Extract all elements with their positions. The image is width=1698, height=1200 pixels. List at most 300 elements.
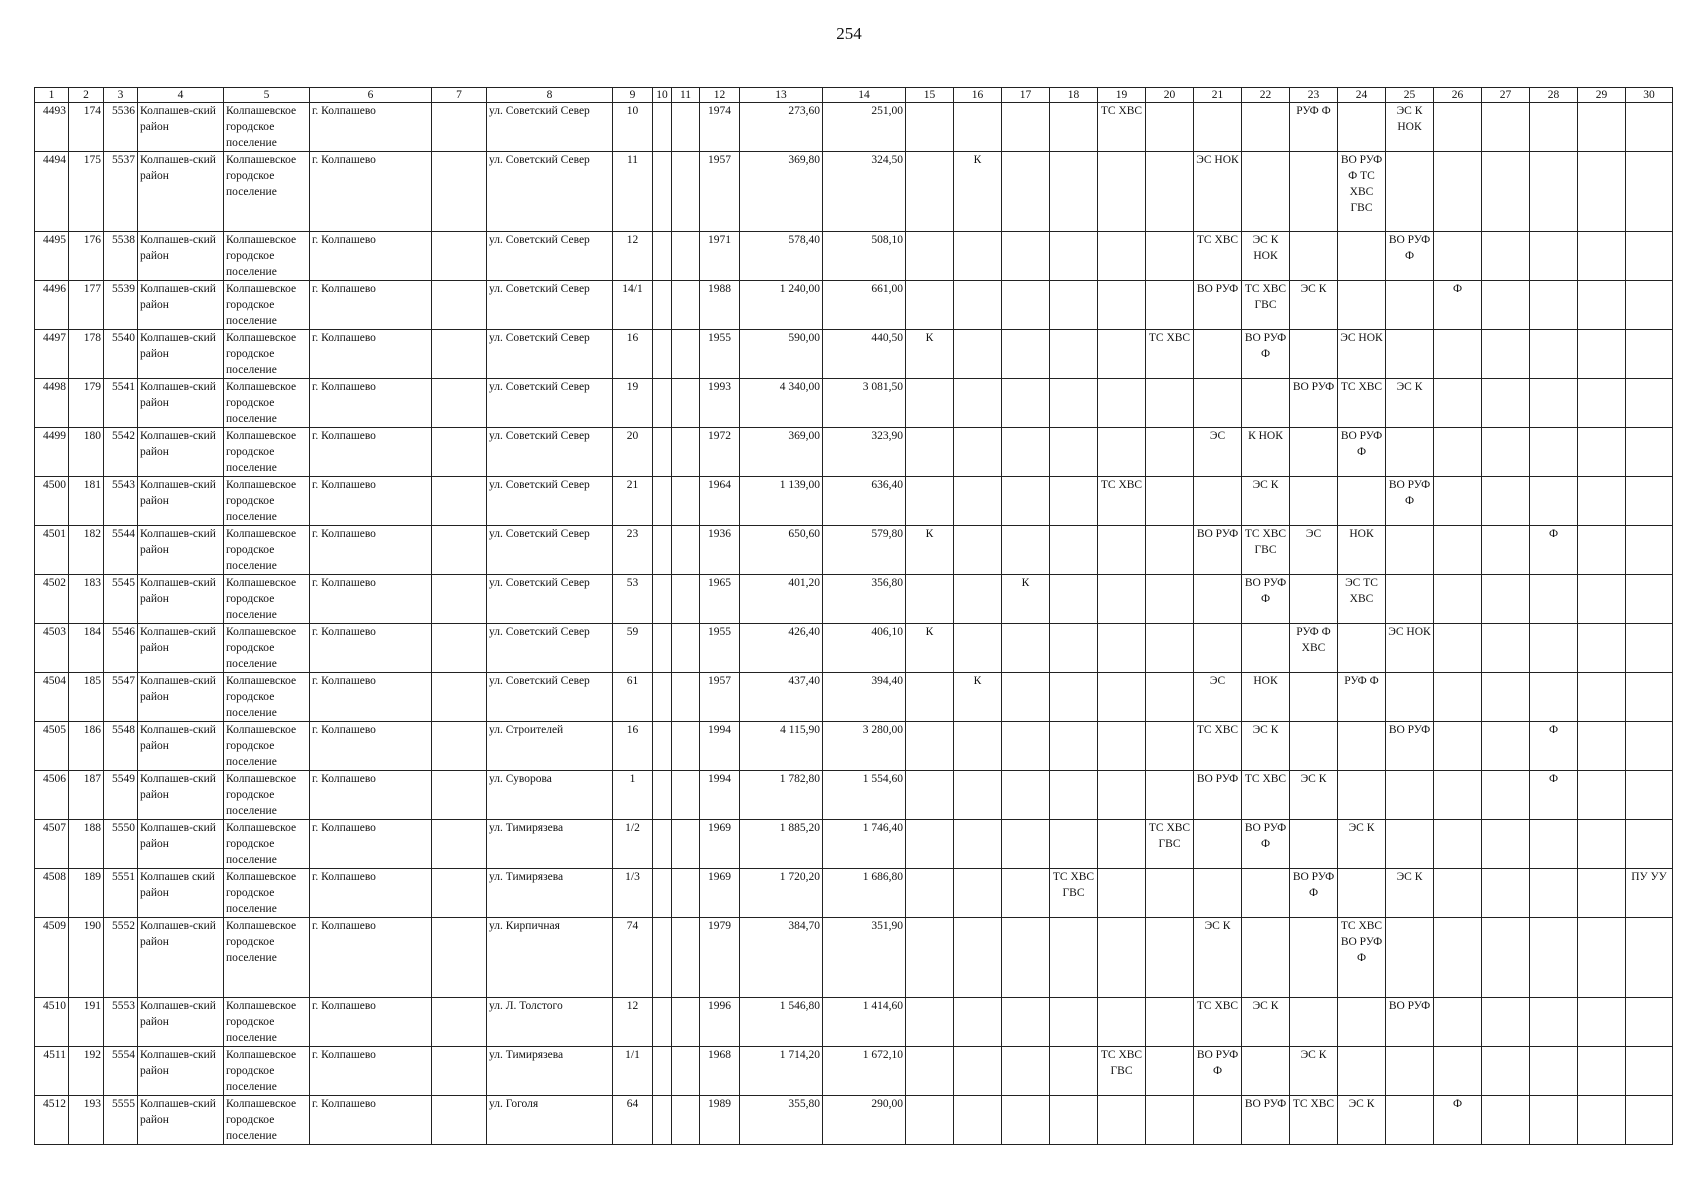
work-type-cell-17 [1002, 232, 1050, 281]
house-number: 23 [613, 526, 653, 575]
city-name: г. Колпашево [310, 1047, 432, 1096]
work-type-cell-15 [906, 281, 954, 330]
district-name: Колпашев-ский район [138, 673, 224, 722]
work-type-cell-21: ЭС [1194, 428, 1242, 477]
work-type-cell-19: ТС ХВС ГВС [1098, 1047, 1146, 1096]
work-type-cell-16 [954, 998, 1002, 1047]
work-type-cell-26 [1434, 1047, 1482, 1096]
city-name: г. Колпашево [310, 771, 432, 820]
work-type-cell-17 [1002, 869, 1050, 918]
sequence-number: 179 [69, 379, 104, 428]
work-type-cell-27 [1482, 722, 1530, 771]
work-type-cell-20 [1146, 998, 1194, 1047]
sequence-number: 181 [69, 477, 104, 526]
record-number: 4496 [35, 281, 69, 330]
work-type-cell-19 [1098, 998, 1146, 1047]
table-row [35, 103, 1673, 152]
street-name: ул. Тимирязева [487, 1047, 613, 1096]
sequence-number: 178 [69, 330, 104, 379]
settlement-name: Колпашевское городское поселение [224, 330, 310, 379]
work-type-cell-20: ТС ХВС [1146, 330, 1194, 379]
work-type-cell-23: ЭС К [1290, 771, 1338, 820]
work-type-cell-25 [1386, 330, 1434, 379]
district-name: Колпашев-ский район [138, 103, 224, 152]
city-name: г. Колпашево [310, 722, 432, 771]
column-11-value [672, 428, 700, 477]
work-type-cell-30: ПУ УУ [1626, 869, 1673, 918]
record-number: 4501 [35, 526, 69, 575]
table-row [35, 1047, 1673, 1096]
work-type-cell-17: К [1002, 575, 1050, 624]
work-type-cell-17 [1002, 152, 1050, 232]
work-type-cell-28 [1530, 281, 1578, 330]
work-type-cell-18 [1050, 1047, 1098, 1096]
record-number: 4493 [35, 103, 69, 152]
work-type-cell-24 [1338, 281, 1386, 330]
work-type-cell-22: ТС ХВС [1242, 771, 1290, 820]
settlement-name: Колпашевское городское поселение [224, 1096, 310, 1145]
work-type-cell-30 [1626, 624, 1673, 673]
table-row [35, 428, 1673, 477]
settlement-name: Колпашевское городское поселение [224, 673, 310, 722]
work-type-cell-23 [1290, 673, 1338, 722]
column-11-value [672, 330, 700, 379]
column-header-17: 17 [1002, 88, 1050, 103]
table-row [35, 722, 1673, 771]
work-type-cell-15 [906, 673, 954, 722]
house-number: 1/3 [613, 869, 653, 918]
work-type-cell-17 [1002, 1096, 1050, 1145]
district-name: Колпашев-ский район [138, 152, 224, 232]
settlement-name: Колпашевское городское поселение [224, 152, 310, 232]
work-type-cell-19 [1098, 232, 1146, 281]
work-type-cell-29 [1578, 477, 1626, 526]
column-7-value [432, 152, 487, 232]
work-type-cell-24: ВО РУФ Ф ТС ХВС ГВС [1338, 152, 1386, 232]
work-type-cell-23 [1290, 428, 1338, 477]
work-type-cell-26 [1434, 379, 1482, 428]
table-row [35, 281, 1673, 330]
column-7-value [432, 103, 487, 152]
column-11-value [672, 673, 700, 722]
column-7-value [432, 428, 487, 477]
work-type-cell-29 [1578, 673, 1626, 722]
street-name: ул. Советский Север [487, 232, 613, 281]
work-type-cell-28 [1530, 379, 1578, 428]
house-number: 16 [613, 330, 653, 379]
work-type-cell-27 [1482, 103, 1530, 152]
work-type-cell-15 [906, 152, 954, 232]
work-type-cell-30 [1626, 103, 1673, 152]
column-7-value [432, 575, 487, 624]
street-name: ул. Советский Север [487, 103, 613, 152]
work-type-cell-23: ЭС К [1290, 281, 1338, 330]
work-type-cell-24 [1338, 869, 1386, 918]
construction-year: 1994 [700, 722, 740, 771]
street-name: ул. Советский Север [487, 624, 613, 673]
work-type-cell-27 [1482, 624, 1530, 673]
settlement-name: Колпашевское городское поселение [224, 624, 310, 673]
work-type-cell-20 [1146, 624, 1194, 673]
work-type-cell-21 [1194, 103, 1242, 152]
column-7-value [432, 477, 487, 526]
work-type-cell-15: К [906, 526, 954, 575]
work-type-cell-29 [1578, 330, 1626, 379]
column-7-value [432, 624, 487, 673]
work-type-cell-19 [1098, 526, 1146, 575]
work-type-cell-27 [1482, 152, 1530, 232]
work-type-cell-23: ЭС [1290, 526, 1338, 575]
work-type-cell-20 [1146, 673, 1194, 722]
construction-year: 1936 [700, 526, 740, 575]
sequence-number: 188 [69, 820, 104, 869]
construction-year: 1996 [700, 998, 740, 1047]
work-type-cell-18 [1050, 918, 1098, 998]
total-area: 273,60 [740, 103, 823, 152]
work-type-cell-23: ТС ХВС [1290, 1096, 1338, 1145]
city-name: г. Колпашево [310, 232, 432, 281]
work-type-cell-15 [906, 428, 954, 477]
work-type-cell-30 [1626, 820, 1673, 869]
living-area: 351,90 [823, 918, 906, 998]
total-area: 578,40 [740, 232, 823, 281]
district-name: Колпашев-ский район [138, 232, 224, 281]
settlement-name: Колпашевское городское поселение [224, 998, 310, 1047]
settlement-name: Колпашевское городское поселение [224, 575, 310, 624]
work-type-cell-19 [1098, 673, 1146, 722]
living-area: 3 081,50 [823, 379, 906, 428]
work-type-cell-19: ТС ХВС [1098, 477, 1146, 526]
work-type-cell-19 [1098, 869, 1146, 918]
living-area: 3 280,00 [823, 722, 906, 771]
city-name: г. Колпашево [310, 869, 432, 918]
living-area: 636,40 [823, 477, 906, 526]
work-type-cell-28 [1530, 1096, 1578, 1145]
total-area: 1 720,20 [740, 869, 823, 918]
record-number: 4506 [35, 771, 69, 820]
work-type-cell-19 [1098, 918, 1146, 998]
work-type-cell-23: РУФ Ф ХВС [1290, 624, 1338, 673]
column-header-6: 6 [310, 88, 432, 103]
living-area: 356,80 [823, 575, 906, 624]
registry-id: 5545 [104, 575, 138, 624]
work-type-cell-23 [1290, 820, 1338, 869]
street-name: ул. Советский Север [487, 330, 613, 379]
column-11-value [672, 477, 700, 526]
construction-year: 1969 [700, 869, 740, 918]
record-number: 4500 [35, 477, 69, 526]
street-name: ул. Тимирязева [487, 820, 613, 869]
column-header-14: 14 [823, 88, 906, 103]
living-area: 1 686,80 [823, 869, 906, 918]
work-type-cell-16 [954, 918, 1002, 998]
column-10-value [653, 152, 672, 232]
total-area: 1 139,00 [740, 477, 823, 526]
work-type-cell-15 [906, 575, 954, 624]
work-type-cell-29 [1578, 869, 1626, 918]
column-header-27: 27 [1482, 88, 1530, 103]
work-type-cell-21: ВО РУФ Ф [1194, 1047, 1242, 1096]
table-row [35, 918, 1673, 998]
work-type-cell-20 [1146, 281, 1194, 330]
column-header-13: 13 [740, 88, 823, 103]
column-10-value [653, 722, 672, 771]
sequence-number: 189 [69, 869, 104, 918]
column-10-value [653, 281, 672, 330]
record-number: 4504 [35, 673, 69, 722]
work-type-cell-23: ВО РУФ Ф [1290, 869, 1338, 918]
total-area: 1 885,20 [740, 820, 823, 869]
work-type-cell-26 [1434, 869, 1482, 918]
work-type-cell-16 [954, 771, 1002, 820]
district-name: Колпашев-ский район [138, 1047, 224, 1096]
living-area: 394,40 [823, 673, 906, 722]
work-type-cell-25 [1386, 152, 1434, 232]
work-type-cell-23 [1290, 330, 1338, 379]
city-name: г. Колпашево [310, 152, 432, 232]
district-name: Колпашев-ский район [138, 379, 224, 428]
work-type-cell-29 [1578, 1096, 1626, 1145]
district-name: Колпашев ский район [138, 869, 224, 918]
work-type-cell-16 [954, 428, 1002, 477]
sequence-number: 174 [69, 103, 104, 152]
registry-id: 5546 [104, 624, 138, 673]
work-type-cell-21 [1194, 575, 1242, 624]
house-number: 1 [613, 771, 653, 820]
table-row [35, 771, 1673, 820]
table-row [35, 152, 1673, 232]
construction-year: 1957 [700, 152, 740, 232]
living-area: 324,50 [823, 152, 906, 232]
work-type-cell-20 [1146, 477, 1194, 526]
work-type-cell-22: ТС ХВС ГВС [1242, 526, 1290, 575]
column-header-3: 3 [104, 88, 138, 103]
total-area: 369,00 [740, 428, 823, 477]
work-type-cell-20 [1146, 379, 1194, 428]
construction-year: 1965 [700, 575, 740, 624]
table-row [35, 526, 1673, 575]
living-area: 508,10 [823, 232, 906, 281]
work-type-cell-30 [1626, 428, 1673, 477]
total-area: 650,60 [740, 526, 823, 575]
column-11-value [672, 575, 700, 624]
work-type-cell-25: ЭС К [1386, 379, 1434, 428]
work-type-cell-20 [1146, 722, 1194, 771]
construction-year: 1974 [700, 103, 740, 152]
total-area: 1 546,80 [740, 998, 823, 1047]
work-type-cell-25 [1386, 918, 1434, 998]
district-name: Колпашев-ский район [138, 526, 224, 575]
work-type-cell-16 [954, 869, 1002, 918]
registry-id: 5552 [104, 918, 138, 998]
total-area: 384,70 [740, 918, 823, 998]
total-area: 4 340,00 [740, 379, 823, 428]
work-type-cell-17 [1002, 281, 1050, 330]
work-type-cell-29 [1578, 379, 1626, 428]
work-type-cell-21 [1194, 379, 1242, 428]
work-type-cell-17 [1002, 998, 1050, 1047]
construction-year: 1955 [700, 330, 740, 379]
living-area: 1 554,60 [823, 771, 906, 820]
work-type-cell-20 [1146, 428, 1194, 477]
district-name: Колпашев-ский район [138, 771, 224, 820]
work-type-cell-15 [906, 998, 954, 1047]
district-name: Колпашев-ский район [138, 1096, 224, 1145]
work-type-cell-17 [1002, 918, 1050, 998]
work-type-cell-20 [1146, 771, 1194, 820]
street-name: ул. Советский Север [487, 526, 613, 575]
registry-id: 5555 [104, 1096, 138, 1145]
column-header-11: 11 [672, 88, 700, 103]
street-name: ул. Л. Толстого [487, 998, 613, 1047]
work-type-cell-18 [1050, 624, 1098, 673]
column-header-19: 19 [1098, 88, 1146, 103]
work-type-cell-15: К [906, 330, 954, 379]
work-type-cell-27 [1482, 1096, 1530, 1145]
work-type-cell-25: ЭС НОК [1386, 624, 1434, 673]
work-type-cell-26 [1434, 330, 1482, 379]
work-type-cell-30 [1626, 918, 1673, 998]
work-type-cell-15: К [906, 624, 954, 673]
sequence-number: 184 [69, 624, 104, 673]
work-type-cell-27 [1482, 998, 1530, 1047]
settlement-name: Колпашевское городское поселение [224, 477, 310, 526]
work-type-cell-16: К [954, 673, 1002, 722]
house-number: 59 [613, 624, 653, 673]
work-type-cell-24: ЭС НОК [1338, 330, 1386, 379]
column-10-value [653, 1047, 672, 1096]
sequence-number: 186 [69, 722, 104, 771]
work-type-cell-15 [906, 1096, 954, 1145]
work-type-cell-21 [1194, 1096, 1242, 1145]
sequence-number: 180 [69, 428, 104, 477]
work-type-cell-16 [954, 722, 1002, 771]
sequence-number: 175 [69, 152, 104, 232]
work-type-cell-18 [1050, 379, 1098, 428]
table-row [35, 820, 1673, 869]
settlement-name: Колпашевское городское поселение [224, 722, 310, 771]
record-number: 4508 [35, 869, 69, 918]
work-type-cell-26 [1434, 624, 1482, 673]
work-type-cell-21: ЭС К [1194, 918, 1242, 998]
record-number: 4512 [35, 1096, 69, 1145]
registry-id: 5540 [104, 330, 138, 379]
column-7-value [432, 869, 487, 918]
column-11-value [672, 771, 700, 820]
construction-year: 1957 [700, 673, 740, 722]
work-type-cell-20 [1146, 1096, 1194, 1145]
record-number: 4510 [35, 998, 69, 1047]
work-type-cell-19 [1098, 820, 1146, 869]
work-type-cell-24 [1338, 624, 1386, 673]
work-type-cell-23: ЭС К [1290, 1047, 1338, 1096]
work-type-cell-27 [1482, 428, 1530, 477]
house-number: 1/1 [613, 1047, 653, 1096]
work-type-cell-28 [1530, 624, 1578, 673]
work-type-cell-18 [1050, 820, 1098, 869]
city-name: г. Колпашево [310, 575, 432, 624]
living-area: 406,10 [823, 624, 906, 673]
work-type-cell-27 [1482, 771, 1530, 820]
work-type-cell-21: ВО РУФ [1194, 771, 1242, 820]
work-type-cell-22 [1242, 103, 1290, 152]
work-type-cell-15 [906, 771, 954, 820]
table-row [35, 624, 1673, 673]
city-name: г. Колпашево [310, 624, 432, 673]
column-7-value [432, 1047, 487, 1096]
work-type-cell-26 [1434, 477, 1482, 526]
work-type-cell-30 [1626, 998, 1673, 1047]
work-type-cell-29 [1578, 998, 1626, 1047]
work-type-cell-19 [1098, 575, 1146, 624]
work-type-cell-23: РУФ Ф [1290, 103, 1338, 152]
house-number: 74 [613, 918, 653, 998]
column-10-value [653, 869, 672, 918]
street-name: ул. Советский Север [487, 379, 613, 428]
work-type-cell-25 [1386, 281, 1434, 330]
work-type-cell-26 [1434, 152, 1482, 232]
column-10-value [653, 820, 672, 869]
work-type-cell-21: ВО РУФ [1194, 526, 1242, 575]
work-type-cell-27 [1482, 526, 1530, 575]
house-number: 20 [613, 428, 653, 477]
work-type-cell-24: ЭС К [1338, 820, 1386, 869]
work-type-cell-22: ЭС К [1242, 477, 1290, 526]
work-type-cell-24: ТС ХВС [1338, 379, 1386, 428]
work-type-cell-20 [1146, 232, 1194, 281]
registry-id: 5538 [104, 232, 138, 281]
settlement-name: Колпашевское городское поселение [224, 379, 310, 428]
column-10-value [653, 624, 672, 673]
living-area: 1 672,10 [823, 1047, 906, 1096]
table-row [35, 379, 1673, 428]
street-name: ул. Советский Север [487, 575, 613, 624]
work-type-cell-25: ВО РУФ Ф [1386, 477, 1434, 526]
work-type-cell-22 [1242, 152, 1290, 232]
work-type-cell-18 [1050, 232, 1098, 281]
column-11-value [672, 103, 700, 152]
work-type-cell-16 [954, 820, 1002, 869]
registry-id: 5543 [104, 477, 138, 526]
work-type-cell-30 [1626, 232, 1673, 281]
street-name: ул. Советский Север [487, 281, 613, 330]
work-type-cell-27 [1482, 820, 1530, 869]
work-type-cell-28 [1530, 330, 1578, 379]
living-area: 323,90 [823, 428, 906, 477]
column-11-value [672, 869, 700, 918]
column-header-26: 26 [1434, 88, 1482, 103]
work-type-cell-30 [1626, 379, 1673, 428]
work-type-cell-15 [906, 379, 954, 428]
work-type-cell-28 [1530, 820, 1578, 869]
total-area: 355,80 [740, 1096, 823, 1145]
settlement-name: Колпашевское городское поселение [224, 820, 310, 869]
work-type-cell-30 [1626, 722, 1673, 771]
work-type-cell-16 [954, 232, 1002, 281]
work-type-cell-17 [1002, 624, 1050, 673]
work-type-cell-17 [1002, 428, 1050, 477]
column-header-16: 16 [954, 88, 1002, 103]
settlement-name: Колпашевское городское поселение [224, 232, 310, 281]
work-type-cell-29 [1578, 575, 1626, 624]
column-10-value [653, 673, 672, 722]
work-type-cell-24 [1338, 232, 1386, 281]
work-type-cell-27 [1482, 232, 1530, 281]
work-type-cell-17 [1002, 771, 1050, 820]
work-type-cell-15 [906, 232, 954, 281]
district-name: Колпашев-ский район [138, 624, 224, 673]
work-type-cell-15 [906, 103, 954, 152]
